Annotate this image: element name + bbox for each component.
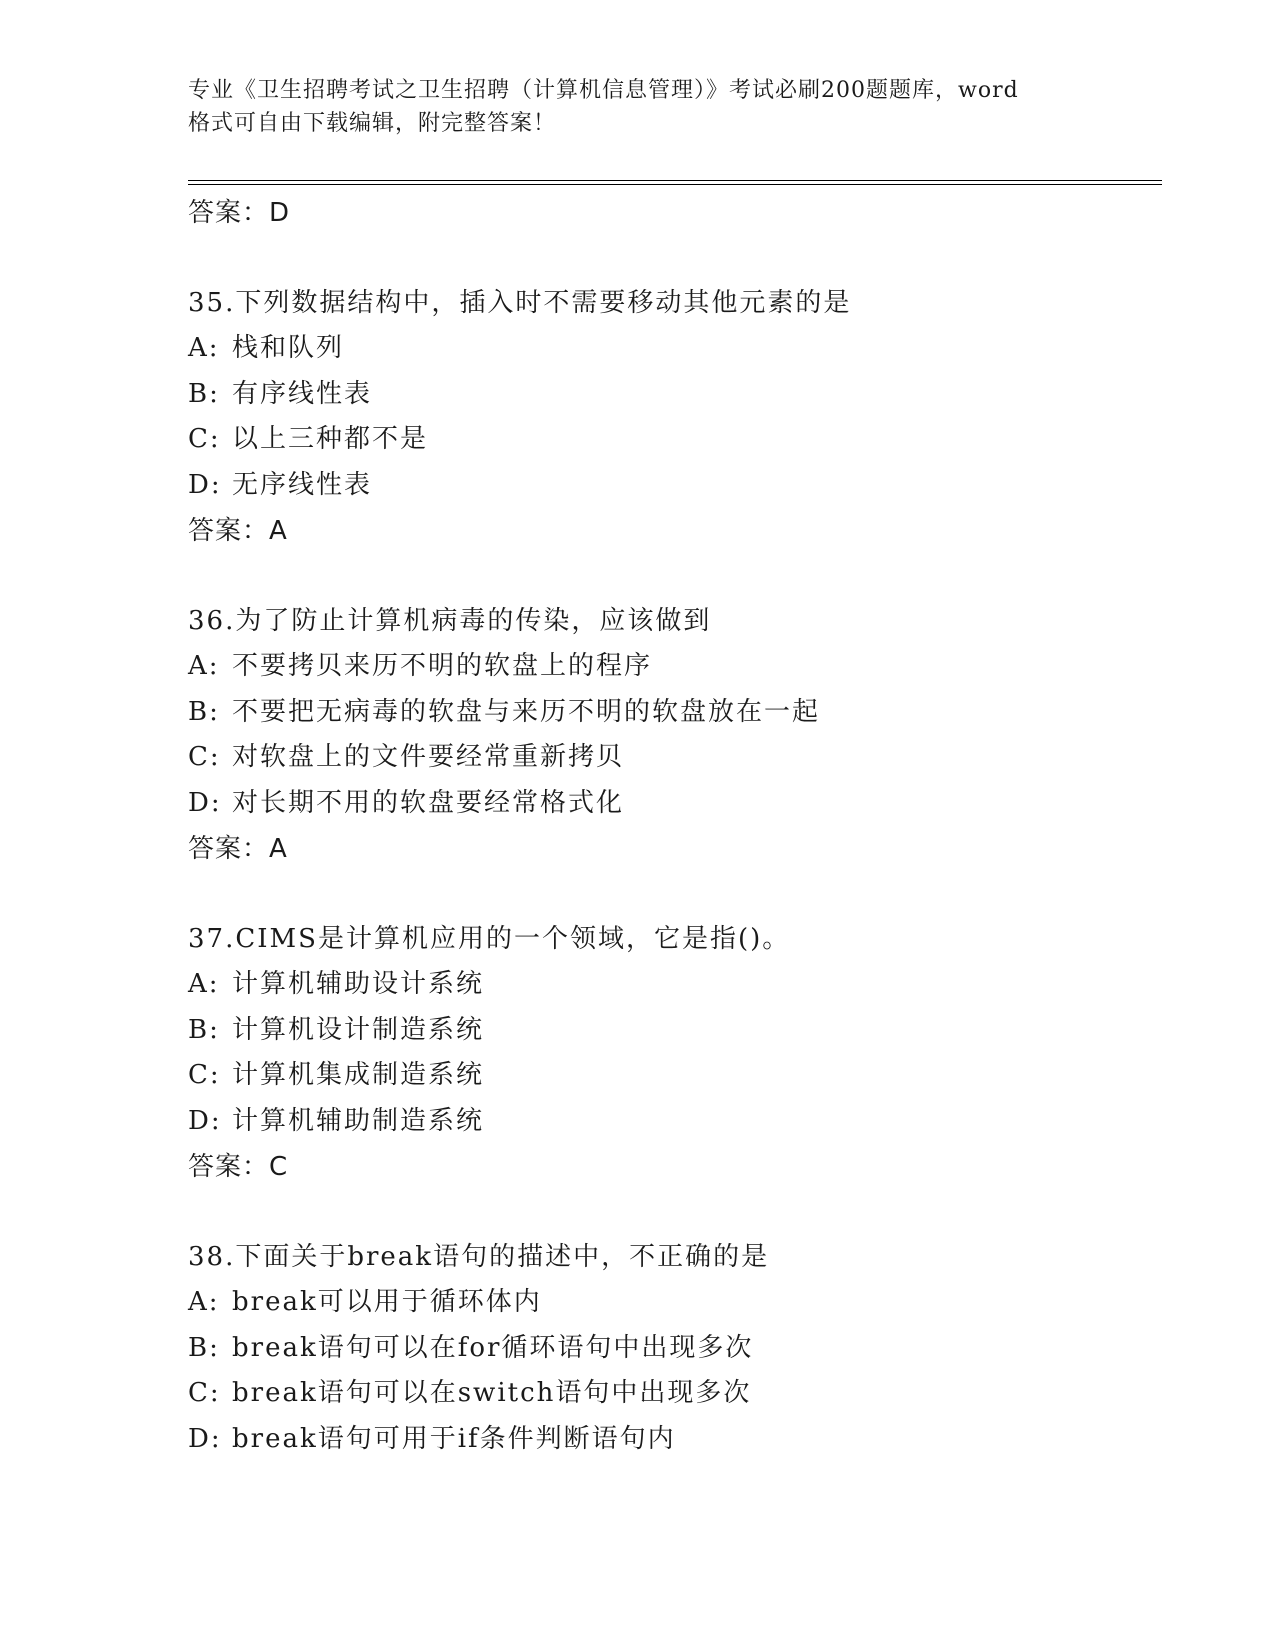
option-text: 无序线性表 bbox=[232, 469, 373, 500]
option-key: D: bbox=[188, 787, 222, 818]
option-d bbox=[188, 1417, 1148, 1463]
option-key: D: bbox=[188, 469, 222, 500]
option-text: 不要把无病毒的软盘与来历不明的软盘放在一起 bbox=[232, 696, 821, 727]
option-key: C: bbox=[188, 1060, 221, 1090]
option-b bbox=[188, 1326, 1148, 1372]
option-d bbox=[188, 1099, 1148, 1145]
answer-line: 答案：A bbox=[188, 834, 288, 864]
option-text: 计算机辅助制造系统 bbox=[232, 1105, 485, 1136]
question-block bbox=[188, 280, 1148, 554]
option-text: 计算机辅助设计系统 bbox=[232, 969, 485, 999]
option-key: D: bbox=[188, 1423, 222, 1454]
question-stem: 38.下面关于break语句的描述中，不正确的是 bbox=[188, 1242, 770, 1272]
option-key: C: bbox=[188, 424, 221, 454]
header-divider bbox=[188, 180, 1162, 185]
option-key: B: bbox=[188, 1332, 220, 1363]
option-text: 对软盘上的文件要经常重新拷贝 bbox=[232, 742, 625, 772]
option-key: A: bbox=[188, 333, 220, 363]
option-a bbox=[188, 644, 1148, 690]
option-text: 有序线性表 bbox=[232, 378, 373, 409]
option-text: 计算机设计制造系统 bbox=[232, 1014, 485, 1045]
question-block bbox=[188, 598, 1148, 872]
header-line-1: 专业《卫生招聘考试之卫生招聘（计算机信息管理）》考试必刷200题题库，word bbox=[188, 78, 1019, 103]
option-a bbox=[188, 1280, 1148, 1326]
option-key: C: bbox=[188, 1378, 221, 1408]
option-key: A: bbox=[188, 651, 220, 681]
option-d bbox=[188, 781, 1148, 827]
header-line-2: 格式可自由下载编辑，附完整答案！ bbox=[188, 111, 557, 136]
question-block bbox=[188, 1234, 1148, 1462]
option-key: B: bbox=[188, 696, 220, 727]
question-stem: 36.为了防止计算机病毒的传染，应该做到 bbox=[188, 606, 712, 636]
question-stem: 35.下列数据结构中，插入时不需要移动其他元素的是 bbox=[188, 288, 852, 318]
option-text: 栈和队列 bbox=[232, 333, 345, 363]
option-c bbox=[188, 1053, 1148, 1099]
question-list bbox=[188, 190, 1148, 1462]
option-key: B: bbox=[188, 1014, 220, 1045]
option-text: 以上三种都不是 bbox=[232, 424, 429, 454]
option-text: break可以用于循环体内 bbox=[232, 1287, 542, 1317]
option-b bbox=[188, 372, 1148, 418]
question-stem: 37.CIMS是计算机应用的一个领域，它是指()。 bbox=[188, 924, 791, 954]
option-text: 不要拷贝来历不明的软盘上的程序 bbox=[232, 651, 653, 681]
question-block bbox=[188, 916, 1148, 1190]
document-header bbox=[188, 74, 1088, 140]
option-b bbox=[188, 690, 1148, 736]
option-a bbox=[188, 326, 1148, 372]
option-c bbox=[188, 1371, 1148, 1417]
option-text: break语句可以在switch语句中出现多次 bbox=[232, 1378, 752, 1408]
option-text: break语句可以在for循环语句中出现多次 bbox=[232, 1332, 754, 1363]
option-key: B: bbox=[188, 378, 220, 409]
answer-line: 答案：D bbox=[188, 198, 291, 228]
option-c bbox=[188, 735, 1148, 781]
option-key: D: bbox=[188, 1105, 222, 1136]
option-key: A: bbox=[188, 1287, 220, 1317]
answer-line: 答案：A bbox=[188, 516, 288, 546]
option-c bbox=[188, 417, 1148, 463]
option-a bbox=[188, 962, 1148, 1008]
option-key: A: bbox=[188, 969, 220, 999]
option-key: C: bbox=[188, 742, 221, 772]
option-d bbox=[188, 463, 1148, 509]
option-text: break语句可用于if条件判断语句内 bbox=[232, 1423, 676, 1454]
answer-line: 答案：C bbox=[188, 1152, 289, 1182]
option-text: 对长期不用的软盘要经常格式化 bbox=[232, 787, 625, 818]
option-b bbox=[188, 1008, 1148, 1054]
option-text: 计算机集成制造系统 bbox=[232, 1060, 485, 1090]
